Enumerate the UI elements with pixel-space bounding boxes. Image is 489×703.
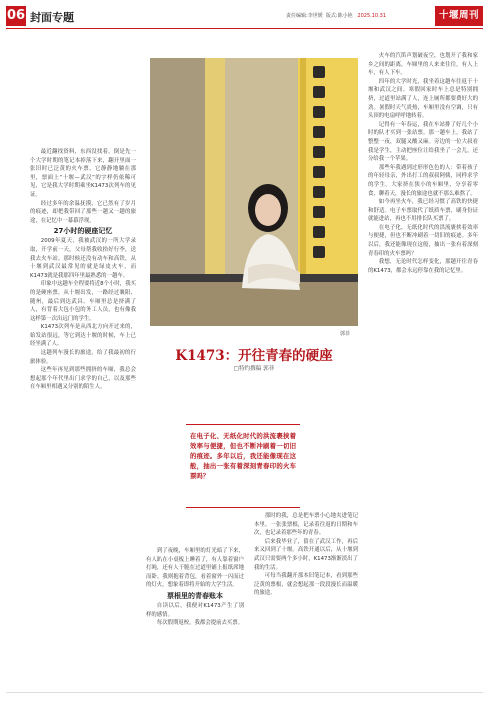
page-header (6, 6, 483, 26)
footer-rule (6, 692, 483, 693)
paragraph: 后来我毕业了，留在了武汉工作，再后来又回到了十堰。高铁开通以后，从十堰到武汉只需要两个多小时，K1473渐渐淡出了我的生活。 (254, 538, 358, 571)
paragraph: 记得有一年春运，我在车站排了好几个小时的队才买到一张站票。那一趟车上，我站了整整一夜，双腿又酸又麻。旁边的一位大叔看我是学生，主动把座位让给我坐了一会儿，还分给我一个苹果。 (368, 121, 478, 163)
paragraph: 那时的我，总是把车票小心地夹进笔记本里。一张张票根，记录着往返的日期和车次，也记录着那些年的青春。 (254, 513, 358, 537)
page-number: 06 (6, 6, 26, 26)
photo-credit: 郭菲 (340, 331, 351, 337)
paragraph: 四年的大学时光，我坐着这趟车往返于十堰和武汉之间。寒假回家时车上总是特别拥挤，过道里站满了人，连上厕所都要费好大的劲。暑假时天气炎热，车厢里没有空调，只有头顶的电扇呼呼地转着。 (368, 78, 478, 120)
paragraph: 到了夜晚，车厢里的灯光暗了下来，有人趴在小桌板上睡着了，有人靠着窗户打盹，还有人干脆在过道里铺上报纸席地而卧。我则抱着背包，看着窗外一闪而过的灯火，想象着即将开始的大学生活。 (146, 547, 244, 589)
layout-label: 版式 (325, 13, 336, 19)
paragraph: 2009年夏天，我被武汉的一所大学录取，开学前一天，父母帮我收拾好行李，送我去火车站。那时候还没有动车和高铁，从十堰到武汉最常见的就是绿皮火车，而K1473就是我那四年里最熟悉的一趟车。 (30, 238, 136, 279)
subheading: 票根里的青春账本 (167, 591, 223, 600)
section-title: 封面专题 (30, 11, 74, 24)
masthead-logo: 十堰周刊 (435, 6, 483, 26)
article-title: K1473：开往青春的硬座 (175, 348, 333, 364)
paragraph: 我想，无论时代怎样变化，那趟开往青春的K1473，都会永远停靠在我的记忆里。 (368, 259, 478, 274)
article-byline: □特约撰稿 郭菲 (233, 366, 275, 372)
subheading: 27小时的硬座记忆 (53, 227, 113, 236)
paragraph: 火车的汽笛声划破夜空，也划开了我和家乡之间的距离，车厢里的人来来往往，有人上车，有人下车。 (368, 53, 478, 77)
paragraph: 在电子化、无纸化时代的洪流裹挟着效率与便捷，但也不断冲刷着一切旧的痕迹。多年以后，我还能像现在这般，抽出一张有着深刻青春印的火车票吗？ (368, 224, 478, 257)
paragraph: 自读以后，我便对K1473产生了别样的感情。 (146, 602, 244, 618)
header-rule (6, 28, 483, 29)
text-column-1 (30, 148, 136, 686)
editor-label: 责任编辑 (286, 13, 307, 19)
issue-date: 2025.10.31 (357, 13, 387, 19)
paragraph: 这些年再见到那些拥挤的车厢，我总会想起那个年代里出门求学的自己，以及那些在车厢里相遇又分别的陌生人。 (30, 367, 136, 391)
layout-name: 陈小艳 (337, 13, 353, 19)
paragraph: 可每当我翻开那本旧笔记本，看到那些泛黄的票根，就会想起那一段段漫长而温暖的旅途。 (254, 573, 358, 597)
paragraph: 每次假期返校，我都会提前去买票。 (156, 620, 244, 627)
paragraph: 最近翻找资料，东西没找着，倒是先一个大学时期的笔记本掉落下来，翻开里面一张旧时已泛黄的火车票，它静静地躺在那里，票面上“十堰—武汉”的字样仍依稀可见，它是我大学时期乘坐K1473次列车的见证。 (30, 149, 136, 198)
paragraph: 印象中这趟车全程要将近8个小时，我买的是硬座票，从十堰出发，一路经过襄阳、随州，最后到达武昌。车厢里总是挤满了人，有背着大包小包的务工人员，也有像我这样第一次出远门的学生。 (30, 281, 136, 322)
paragraph: 经过多年的余温抚摸，它已然有了岁月的痕迹，却把我带回了那些一趟又一趟的旅途，在记忆中一幕幕浮现。 (30, 200, 136, 224)
photo-illustration (150, 58, 358, 326)
article-photo (150, 58, 358, 326)
paragraph: K1473次列车是从西北方向开过来的，始发站很远，等它到达十堰的时候，车上已经坐满了人。 (30, 324, 136, 348)
paragraph: 如今再坐火车，我已经习惯了高铁的快捷和舒适。电子车票取代了纸质车票，刷身份证就能进站，再也不用排长队买票了。 (368, 199, 478, 223)
paragraph: 这趟列车漫长的旅途，给了我最初的行旅体验。 (30, 350, 136, 365)
text-column-4 (368, 52, 478, 688)
paragraph: 那些年我遇到过形形色色的人：带着孩子的年轻母亲，外出打工的叔叔阿姨，同样求学的学生。大家挤在狭小的车厢里，分享着零食，聊着天，漫长的旅途也就不那么难熬了。 (368, 164, 478, 197)
editor-name: 李世媛 (307, 13, 323, 19)
credits-line: 责任编辑:李世媛 版式:陈小艳 2025.10.31 (286, 13, 387, 19)
pull-quote: 在电子化、无纸化时代的洪流裹挟着效率与便捷，但也不断冲刷着一切旧的痕迹。多年以后，我还能像现在这般，抽出一张有着深刻青春印的火车票吗？ (186, 424, 300, 508)
